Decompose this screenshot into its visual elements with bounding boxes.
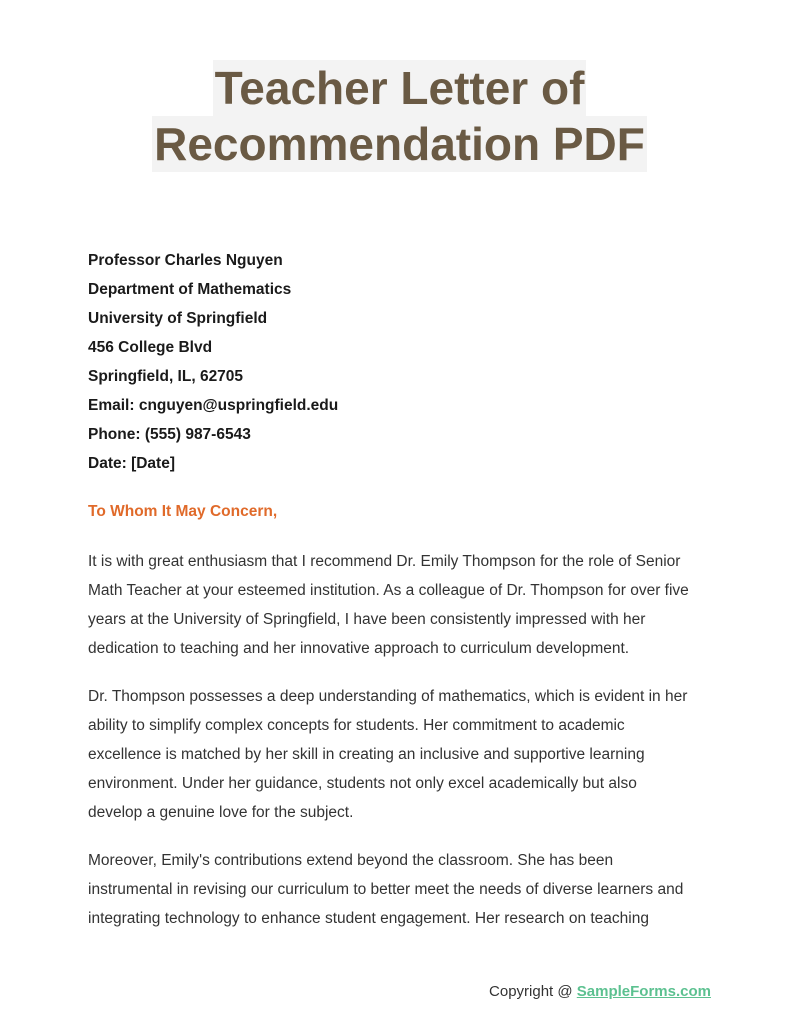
- paragraph-3: [88, 846, 728, 933]
- copyright-footer: [0, 980, 711, 1004]
- salutation: To Whom It May Concern,: [88, 503, 278, 520]
- paragraph-line: develop a genuine love for the subject.: [88, 804, 354, 821]
- sampleforms-link[interactable]: SampleForms.com: [576, 983, 711, 1000]
- paragraph-line: integrating technology to enhance student engagement. Her research on teaching: [88, 910, 649, 927]
- paragraph-line: Math Teacher at your esteemed institution. As a colleague of Dr. Thompson for over five: [88, 582, 689, 599]
- copyright-text: Copyright @: [489, 983, 577, 1000]
- paragraph-line: It is with great enthusiasm that I recommend Dr. Emily Thompson for the role of Senior: [88, 553, 681, 570]
- paragraph-line: Moreover, Emily's contributions extend beyond the classroom. She has been: [88, 852, 614, 869]
- sender-department: Department of Mathematics: [88, 281, 292, 298]
- paragraph-line: years at the University of Springfield, I have been consistently impressed with her: [88, 611, 646, 628]
- sender-date: Date: [Date]: [88, 455, 175, 472]
- paragraph-line: instrumental in revising our curriculum to better meet the needs of diverse learners and: [88, 881, 684, 898]
- document-title-line-1: Teacher Letter of: [214, 62, 585, 114]
- document-title-line-2: Recommendation PDF: [154, 118, 645, 170]
- paragraph-line: Dr. Thompson possesses a deep understanding of mathematics, which is evident in her: [88, 688, 688, 705]
- sender-name: Professor Charles Nguyen: [88, 252, 283, 269]
- sender-block: [88, 246, 728, 478]
- paragraph-line: ability to simplify complex concepts for students. Her commitment to academic: [88, 717, 625, 734]
- paragraph-2: [88, 682, 728, 827]
- sender-email: Email: cnguyen@uspringfield.edu: [88, 397, 339, 414]
- sender-city: Springfield, IL, 62705: [88, 368, 244, 385]
- paragraph-line: dedication to teaching and her innovative approach to curriculum development.: [88, 640, 630, 657]
- sender-street: 456 College Blvd: [88, 339, 213, 356]
- paragraph-line: environment. Under her guidance, students not only excel academically but also: [88, 775, 637, 792]
- sender-university: University of Springfield: [88, 310, 268, 327]
- paragraph-1: [88, 547, 728, 663]
- sender-phone: Phone: (555) 987-6543: [88, 426, 251, 443]
- document-title: [0, 60, 799, 172]
- paragraph-line: excellence is matched by her skill in creating an inclusive and supportive learning: [88, 746, 645, 763]
